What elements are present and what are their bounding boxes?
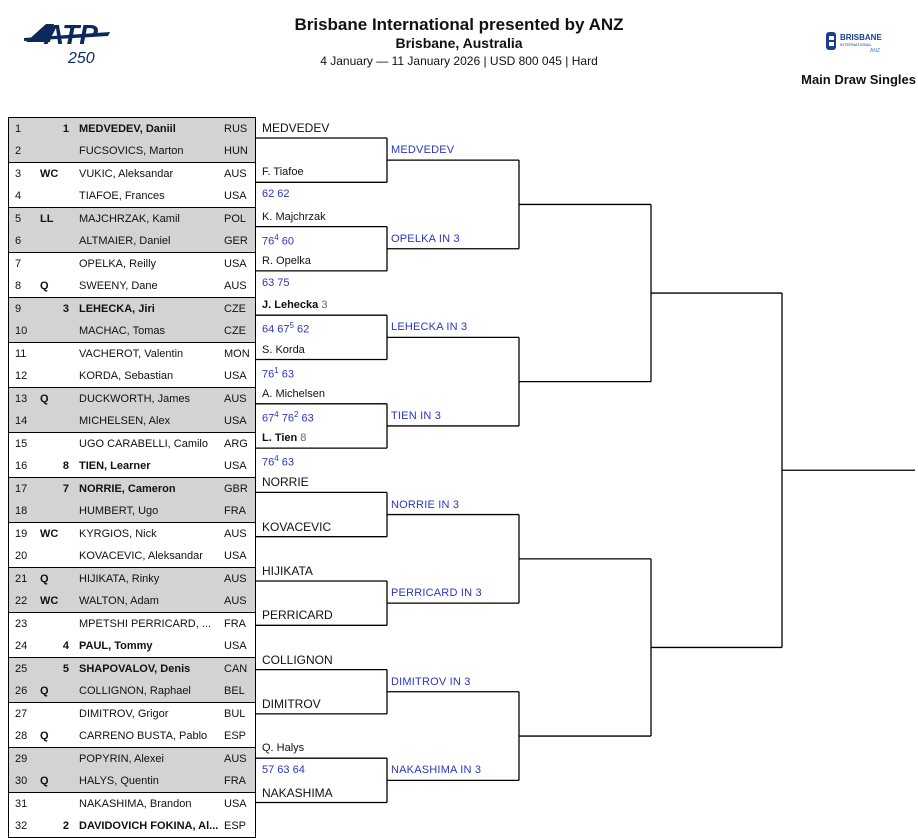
seed: 1 bbox=[62, 123, 69, 135]
entry-tag: Q bbox=[40, 573, 49, 585]
draw-number: 29 bbox=[15, 753, 28, 765]
round1-score: 63 75 bbox=[262, 276, 290, 289]
draw-number: 16 bbox=[15, 460, 28, 472]
round1-winner bbox=[262, 786, 333, 800]
round1-winner-name: NAKASHIMA bbox=[262, 785, 333, 800]
country-code: USA bbox=[224, 798, 247, 810]
round1-winner bbox=[262, 475, 309, 489]
player-name: HALYS, Quentin bbox=[79, 775, 159, 787]
round2-winner: PERRICARD IN 3 bbox=[391, 587, 482, 600]
player-name: WALTON, Adam bbox=[79, 595, 159, 607]
atp-logo-text: ATP bbox=[44, 19, 98, 50]
draw-number: 3 bbox=[15, 168, 22, 180]
country-code: USA bbox=[224, 415, 247, 427]
round1-winner bbox=[262, 299, 327, 311]
round2-winner: NORRIE IN 3 bbox=[391, 498, 460, 511]
country-code: ESP bbox=[224, 820, 247, 832]
draw-number: 6 bbox=[15, 235, 22, 247]
player-name: PAUL, Tommy bbox=[79, 640, 153, 652]
player-name: MICHELSEN, Alex bbox=[79, 415, 171, 427]
draw-number: 31 bbox=[15, 798, 28, 810]
entry-tag: Q bbox=[40, 775, 49, 787]
round2-winner: DIMITROV IN 3 bbox=[391, 675, 471, 688]
player-name: KORDA, Sebastian bbox=[79, 370, 174, 382]
round1-winner-name: K. Majchrzak bbox=[262, 210, 326, 223]
draw-number: 26 bbox=[15, 685, 28, 697]
round1-winner-name: MEDVEDEV bbox=[262, 121, 330, 135]
round1-winner bbox=[262, 742, 304, 754]
tournament-meta: 4 January — 11 January 2026 | USD 800 045 | Hard bbox=[320, 54, 598, 68]
country-code: AUS bbox=[224, 528, 247, 540]
round1-winner-name: R. Opelka bbox=[262, 254, 311, 267]
country-code: BUL bbox=[224, 708, 246, 720]
country-code: USA bbox=[224, 190, 247, 202]
country-code: AUS bbox=[224, 595, 247, 607]
round1-winner bbox=[262, 344, 305, 356]
draw-number: 19 bbox=[15, 528, 28, 540]
player-name: SWEENY, Dane bbox=[79, 280, 158, 292]
atp-logo-250: 250 bbox=[68, 50, 95, 66]
round1-winner bbox=[262, 255, 311, 267]
round1-winner-name: DIMITROV bbox=[262, 696, 321, 711]
player-name: LEHECKA, Jiri bbox=[79, 303, 155, 315]
seed: 7 bbox=[62, 483, 69, 495]
draw-number: 27 bbox=[15, 708, 28, 720]
player-name: CARRENO BUSTA, Pablo bbox=[79, 730, 208, 742]
round1-winner-name: NORRIE bbox=[262, 475, 309, 490]
round1-winner-name: S. Korda bbox=[262, 343, 305, 356]
player-name: HIJIKATA, Rinky bbox=[79, 573, 160, 585]
round2-winner: NAKASHIMA IN 3 bbox=[391, 764, 482, 777]
round1-winner-name: F. Tiafoe bbox=[262, 166, 304, 179]
round2-winner: MEDVEDEV bbox=[391, 144, 455, 157]
draw-number: 1 bbox=[15, 123, 22, 135]
round1-winner-name: J. Lehecka bbox=[262, 299, 319, 312]
round2-winner: OPELKA IN 3 bbox=[391, 232, 460, 245]
country-code: CZE bbox=[224, 325, 246, 337]
player-name: VUKIC, Aleksandar bbox=[79, 168, 174, 180]
draw-number: 17 bbox=[15, 483, 28, 495]
round1-winner-name: PERRICARD bbox=[262, 608, 333, 623]
draw-number: 18 bbox=[15, 505, 28, 517]
round1-winner-seed: 3 bbox=[318, 299, 328, 312]
country-code: BEL bbox=[224, 685, 245, 697]
player-name: DAVIDOVICH FOKINA, Al... bbox=[79, 820, 219, 832]
draw-number: 10 bbox=[15, 325, 28, 337]
round1-winner bbox=[262, 520, 331, 534]
round1-winner bbox=[262, 608, 333, 622]
draw-number: 23 bbox=[15, 618, 28, 630]
round1-score: 62 62 bbox=[262, 188, 290, 201]
round2-winner: LEHECKA IN 3 bbox=[391, 321, 468, 334]
round1-winner-name: Q. Halys bbox=[262, 742, 305, 755]
draw-type-label: Main Draw Singles bbox=[801, 72, 916, 87]
draw-number: 12 bbox=[15, 370, 28, 382]
draw-number: 5 bbox=[15, 213, 22, 225]
draw-number: 14 bbox=[15, 415, 28, 427]
country-code: HUN bbox=[224, 145, 248, 157]
player-name: MPETSHI PERRICARD, ... bbox=[79, 618, 212, 630]
round1-winner bbox=[262, 166, 304, 178]
draw-number: 4 bbox=[15, 190, 22, 202]
round2-winner: TIEN IN 3 bbox=[391, 409, 442, 422]
player-name: NAKASHIMA, Brandon bbox=[79, 798, 192, 810]
country-code: AUS bbox=[224, 393, 247, 405]
country-code: CZE bbox=[224, 303, 246, 315]
round1-winner bbox=[262, 121, 329, 135]
svg-text:INTERNATIONAL: INTERNATIONAL bbox=[840, 42, 872, 47]
country-code: FRA bbox=[224, 618, 246, 630]
player-name: KYRGIOS, Nick bbox=[79, 528, 157, 540]
player-name: NORRIE, Cameron bbox=[79, 483, 176, 495]
player-name: HUMBERT, Ugo bbox=[79, 505, 159, 517]
round1-score: $76^1$ 63 bbox=[262, 365, 294, 381]
entry-tag: Q bbox=[40, 685, 49, 697]
seed: 5 bbox=[62, 663, 69, 675]
entry-tag: Q bbox=[40, 393, 49, 405]
country-code: USA bbox=[224, 258, 247, 270]
player-name: POPYRIN, Alexei bbox=[79, 753, 164, 765]
round1-winner bbox=[262, 388, 325, 400]
draw-number: 11 bbox=[15, 348, 27, 360]
tournament-title: Brisbane International presented by ANZ bbox=[294, 15, 624, 34]
player-name: MAJCHRZAK, Kamil bbox=[79, 213, 180, 225]
tournament-location: Brisbane, Australia bbox=[395, 35, 523, 51]
seed: 3 bbox=[62, 303, 69, 315]
country-code: AUS bbox=[224, 753, 247, 765]
player-name: OPELKA, Reilly bbox=[79, 258, 157, 270]
draw-number: 2 bbox=[15, 145, 22, 157]
country-code: USA bbox=[224, 460, 247, 472]
round1-winner-name: A. Michelsen bbox=[262, 387, 325, 400]
player-name: DIMITROV, Grigor bbox=[79, 708, 169, 720]
round1-score: $76^4$ 60 bbox=[262, 232, 294, 248]
player-name: DUCKWORTH, James bbox=[79, 393, 191, 405]
round1-winner-name: HIJIKATA bbox=[262, 564, 313, 578]
round1-score: 64 $67^5$ 62 bbox=[262, 321, 310, 336]
draw-number: 21 bbox=[15, 573, 28, 585]
country-code: AUS bbox=[224, 280, 247, 292]
country-code: GER bbox=[224, 235, 248, 247]
seed: 2 bbox=[62, 820, 69, 832]
player-name: VACHEROT, Valentin bbox=[79, 348, 184, 360]
round1-winner-seed: 8 bbox=[297, 432, 307, 445]
seed: 8 bbox=[62, 460, 69, 472]
draw-number: 30 bbox=[15, 775, 28, 787]
country-code: MON bbox=[224, 348, 250, 360]
round1-winner-name: L. Tien bbox=[262, 432, 298, 445]
country-code: GBR bbox=[224, 483, 248, 495]
round1-score: 57 63 64 bbox=[262, 764, 305, 777]
entry-tag: Q bbox=[40, 280, 49, 292]
draw-number: 15 bbox=[15, 438, 28, 450]
country-code: AUS bbox=[224, 168, 247, 180]
entry-tag: WC bbox=[40, 595, 59, 607]
draw-number: 22 bbox=[15, 595, 28, 607]
draw-number: 13 bbox=[15, 393, 28, 405]
player-name: MACHAC, Tomas bbox=[79, 325, 165, 337]
country-code: FRA bbox=[224, 505, 246, 517]
round1-winner bbox=[262, 653, 333, 667]
draw-number: 28 bbox=[15, 730, 28, 742]
draw-number: 20 bbox=[15, 550, 28, 562]
entry-tag: Q bbox=[40, 730, 49, 742]
seed: 4 bbox=[62, 640, 69, 652]
player-name: SHAPOVALOV, Denis bbox=[79, 663, 191, 675]
round1-winner bbox=[262, 697, 321, 711]
draw-number: 8 bbox=[15, 280, 22, 292]
player-name: TIAFOE, Frances bbox=[79, 190, 165, 202]
round1-score: $67^4$ $76^2$ 63 bbox=[262, 409, 314, 425]
country-code: ARG bbox=[224, 438, 248, 450]
player-name: FUCSOVICS, Marton bbox=[79, 145, 184, 157]
draw-number: 7 bbox=[15, 258, 22, 270]
draw-number: 24 bbox=[15, 640, 28, 652]
country-code: CAN bbox=[224, 663, 248, 675]
round1-winner-name: COLLIGNON bbox=[262, 652, 333, 667]
player-name: ALTMAIER, Daniel bbox=[79, 235, 171, 247]
svg-text:BRISBANE: BRISBANE bbox=[840, 33, 882, 42]
country-code: USA bbox=[224, 550, 247, 562]
country-code: POL bbox=[224, 213, 247, 225]
draw-number: 32 bbox=[15, 820, 28, 832]
draw-number: 25 bbox=[15, 663, 28, 675]
country-code: RUS bbox=[224, 123, 248, 135]
round1-winner bbox=[262, 211, 326, 223]
round1-score: $76^4$ 63 bbox=[262, 454, 294, 469]
country-code: ESP bbox=[224, 730, 247, 742]
entry-tag: WC bbox=[40, 528, 59, 540]
round1-winner bbox=[262, 564, 313, 578]
entry-tag: WC bbox=[40, 168, 59, 180]
entry-tag: LL bbox=[40, 213, 54, 225]
round1-winner-name: KOVACEVIC bbox=[262, 519, 332, 534]
country-code: AUS bbox=[224, 573, 247, 585]
svg-text:ANZ: ANZ bbox=[870, 48, 880, 54]
player-name: COLLIGNON, Raphael bbox=[79, 685, 191, 697]
draw-number: 9 bbox=[15, 303, 22, 315]
country-code: USA bbox=[224, 640, 247, 652]
player-name: TIEN, Learner bbox=[79, 460, 151, 472]
round1-winner bbox=[262, 432, 306, 444]
country-code: FRA bbox=[224, 775, 246, 787]
country-code: USA bbox=[224, 370, 247, 382]
player-name: MEDVEDEV, Daniil bbox=[79, 123, 176, 135]
player-name: UGO CARABELLI, Camilo bbox=[79, 438, 208, 450]
player-name: KOVACEVIC, Aleksandar bbox=[79, 550, 203, 562]
